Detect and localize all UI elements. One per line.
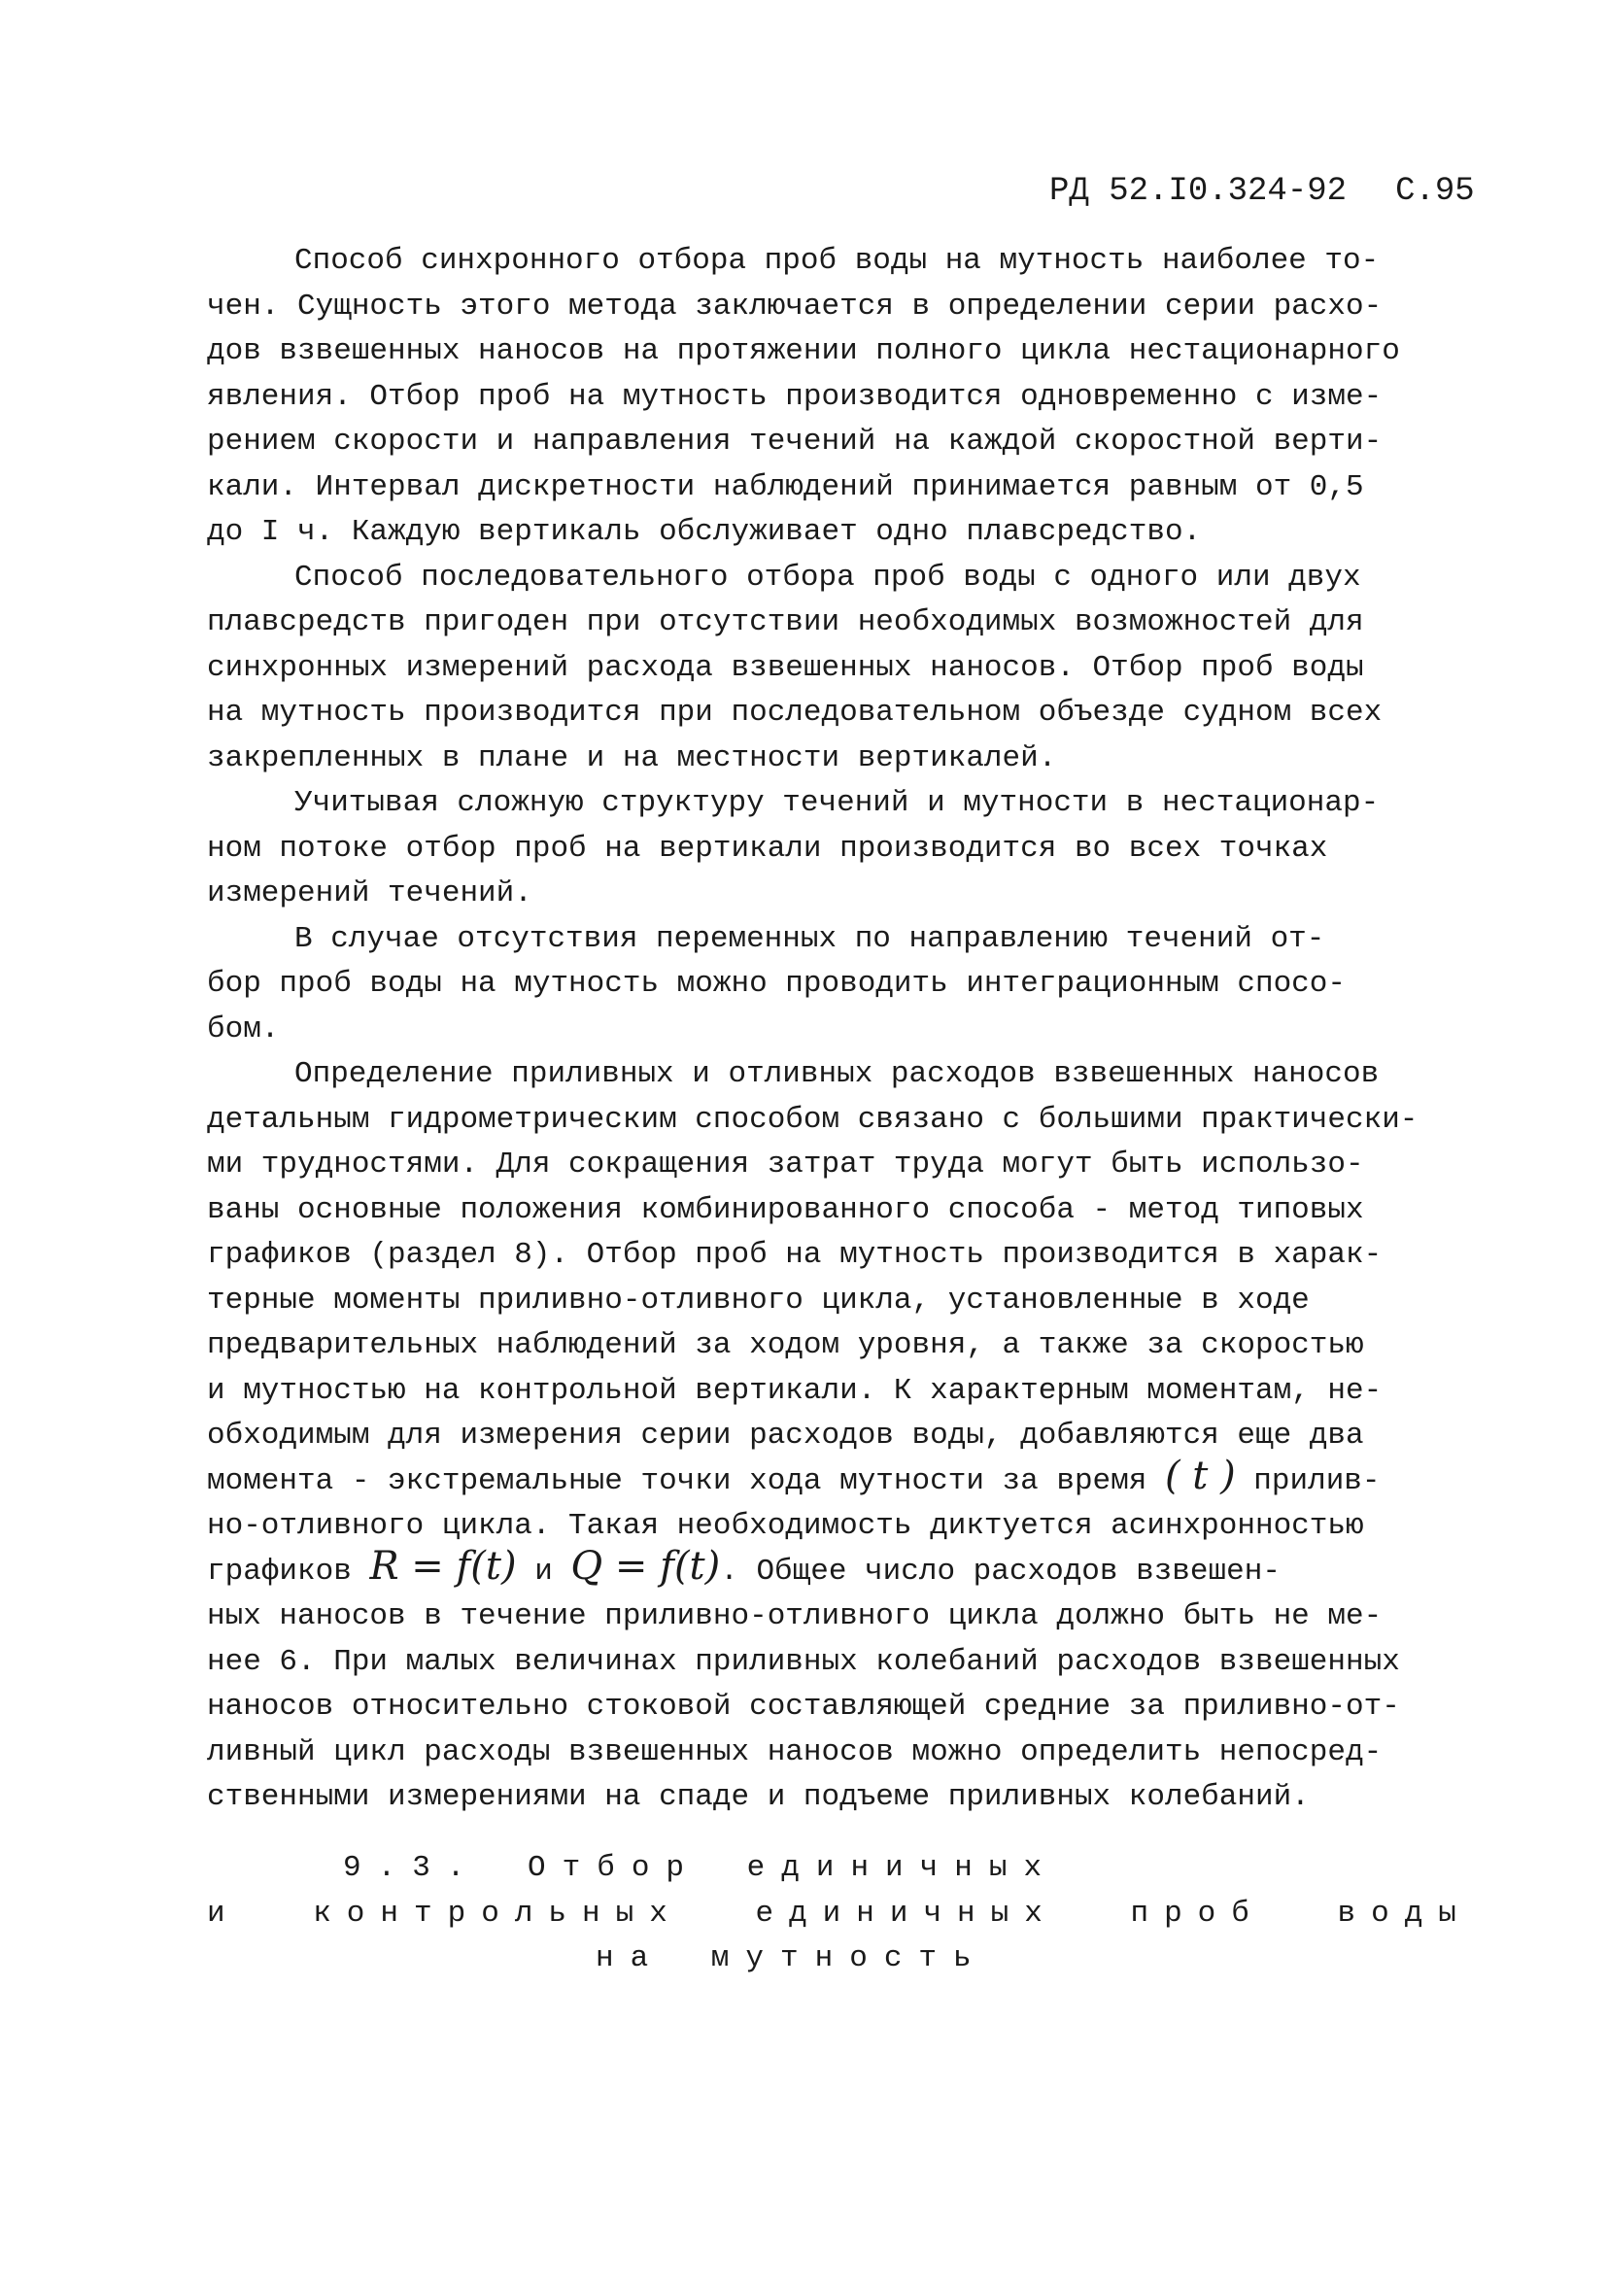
page-number: С.95 <box>1395 173 1475 210</box>
text-line: рением скорости и направления течений на каждой скоростной верти- <box>207 425 1383 459</box>
text-fragment: . Общее число расходов взвешен- <box>720 1554 1281 1589</box>
text-line: бор проб воды на мутность можно проводить интеграционным спосо- <box>207 967 1346 1001</box>
section-heading-line: 9.3. Отбор единичных <box>343 1851 1059 1885</box>
text-fragment: момента - экстремальные точки хода мутности за время <box>207 1463 1165 1498</box>
text-line: ном потоке отбор проб на вертикали производится во всех точках <box>207 831 1328 866</box>
paragraph-tidal-discharge <box>207 1052 1470 1821</box>
text-line-time-symbol <box>207 1453 1470 1505</box>
text-line: наносов относительно стоковой составляющей средние за приливно-от- <box>207 1690 1400 1724</box>
text-line: на мутность производится при последовательном объезде судном всех <box>207 696 1383 730</box>
text-line: плавсредств пригоден при отсутствии необходимых возможностей для <box>207 605 1364 639</box>
time-symbol: ( t ) <box>1164 1453 1236 1498</box>
section-heading-line: на мутность <box>596 1941 988 1975</box>
section-heading <box>207 1846 1470 1982</box>
text-line: ственными измерениями на спаде и подъеме приливных колебаний. <box>207 1780 1310 1814</box>
text-line: синхронных измерений расхода взвешенных наносов. Отбор проб воды <box>207 650 1364 685</box>
text-line: ваны основные положения комбинированного способа - метод типовых <box>207 1192 1364 1227</box>
paragraph-integration-method <box>207 917 1470 1053</box>
text-line: терные моменты приливно-отливного цикла, установленные в ходе <box>207 1283 1310 1318</box>
text-line: явления. Отбор проб на мутность производится одновременно с изме- <box>207 379 1383 414</box>
text-line: бом. <box>207 1011 280 1046</box>
text-line: но-отливного цикла. Такая необходимость диктуется асинхронностью <box>207 1509 1364 1543</box>
text-line: ливный цикл расходы взвешенных наносов можно определить непосред- <box>207 1734 1383 1769</box>
text-line: графиков (раздел 8). Отбор проб на мутность производится в харак- <box>207 1238 1383 1272</box>
text-line: ми трудностями. Для сокращения затрат труда могут быть использо- <box>207 1148 1364 1182</box>
text-line: нее 6. При малых величинах приливных колебаний расходов взвешенных <box>207 1644 1400 1679</box>
text-line: детальным гидрометрическим способом связано с большими практически- <box>207 1102 1419 1137</box>
text-line: Учитывая сложную структуру течений и мутности в нестационар- <box>294 786 1380 820</box>
paragraph-synchronous-method <box>207 239 1470 556</box>
text-line: Определение приливных и отливных расходов взвешенных наносов <box>294 1057 1380 1091</box>
document-code: РД 52.I0.324-92 <box>1049 173 1348 210</box>
text-line: Способ синхронного отбора проб воды на мутность наиболее то- <box>294 244 1380 278</box>
formula-r-of-t: R = f(t) <box>369 1543 517 1589</box>
document-body <box>207 239 1470 1821</box>
formula-q-of-t: Q = f(t) <box>570 1543 721 1589</box>
page-header <box>1049 173 1475 210</box>
text-line: предварительных наблюдений за ходом уровня, а также за скоростью <box>207 1328 1364 1362</box>
text-line: закрепленных в плане и на местности вертикалей. <box>207 740 1057 775</box>
text-line: измерений течений. <box>207 876 532 910</box>
text-line: дов взвешенных наносов на протяжении полного цикла нестационарного <box>207 334 1400 368</box>
text-fragment: графиков <box>207 1554 370 1589</box>
section-heading-line: и контрольных единичных проб воды <box>207 1896 1472 1931</box>
text-line: до I ч. Каждую вертикаль обслуживает одно плавсредство. <box>207 515 1202 549</box>
text-line: обходимым для измерения серии расходов воды, добавляются еще два <box>207 1419 1364 1453</box>
text-line: кали. Интервал дискретности наблюдений принимается равным от 0,5 <box>207 469 1364 504</box>
text-line: Способ последовательного отбора проб воды с одного или двух <box>294 560 1361 595</box>
text-line: В случае отсутствия переменных по направлению течений от- <box>294 921 1325 956</box>
text-line: и мутностью на контрольной вертикали. К характерным моментам, не- <box>207 1373 1383 1408</box>
text-line-formulas <box>207 1543 1470 1595</box>
text-line: чен. Сущность этого метода заключается в определении серии расхо- <box>207 289 1383 324</box>
paragraph-sequential-method <box>207 556 1470 782</box>
text-fragment: прилив- <box>1235 1463 1381 1498</box>
text-line: ных наносов в течение приливно-отливного цикла должно быть не ме- <box>207 1599 1383 1633</box>
text-fragment: и <box>516 1554 571 1589</box>
paragraph-flow-structure <box>207 781 1470 917</box>
